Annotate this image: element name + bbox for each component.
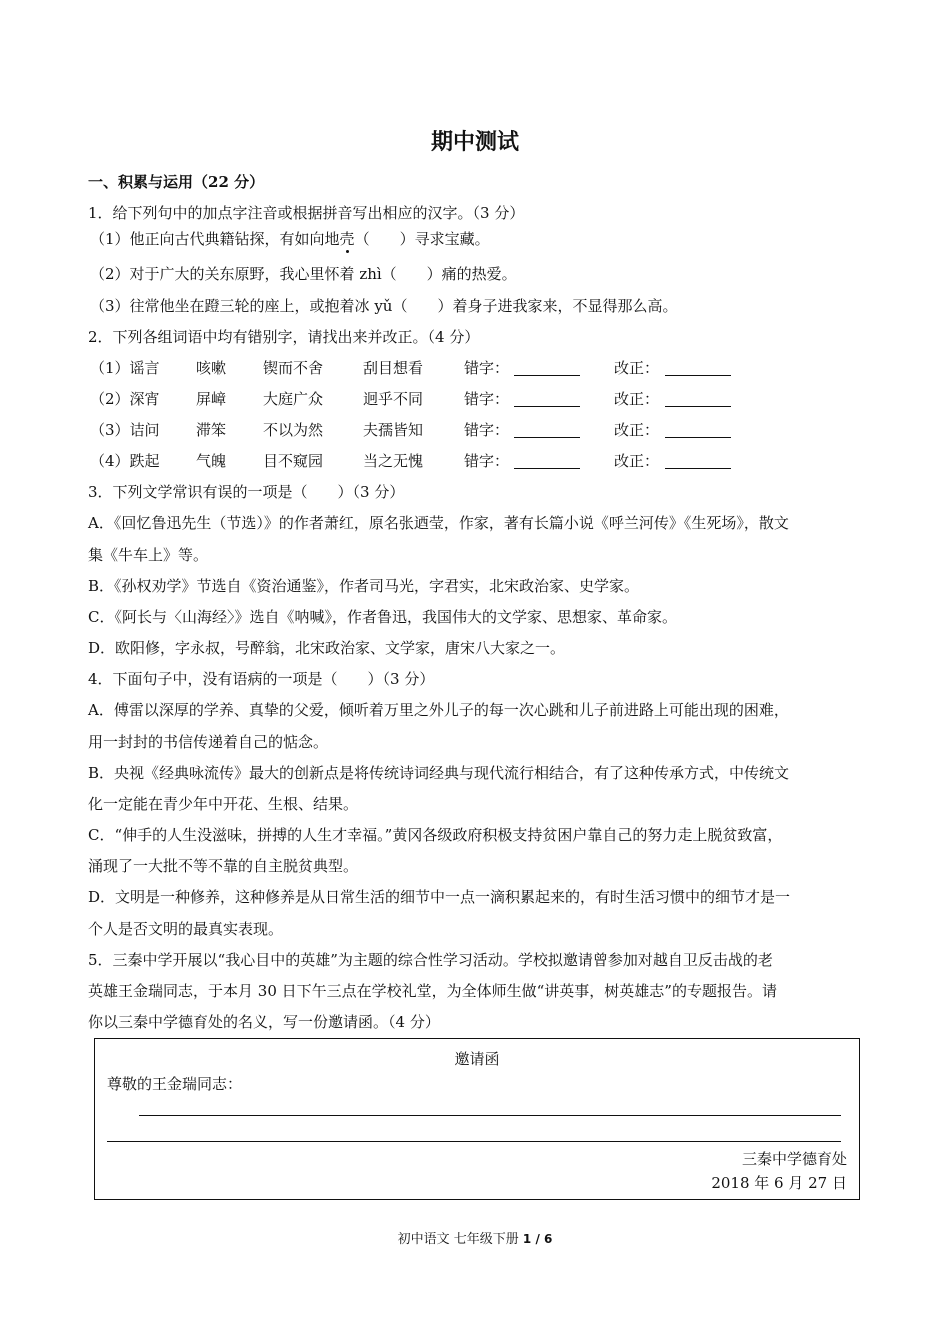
q2-row-4-word-3: 目不窥园: [263, 452, 324, 470]
q2-row-4-fix-blank[interactable]: [665, 468, 731, 469]
invitation-date: 2018 年 6 月 27 日: [711, 1174, 847, 1192]
q4-option-c-line-1: C．“伸手的人生没滋味，拼搏的人生才幸福。”黄冈各级政府积极支持贫困户靠自己的努力走上脱贫致富，: [88, 826, 783, 844]
q1-s1-after: （ ）寻求宝藏。: [354, 230, 490, 248]
q1-sentence-2: （2）对于广大的关东原野，我心里怀着 zhì（ ）痛的热爱。: [90, 265, 517, 283]
q5-stem-line-1: 5．三秦中学开展以“我心目中的英雄”为主题的综合性学习活动。学校拟邀请曾参加对越自卫反击战的老: [88, 951, 773, 969]
q3-option-b: B．《孙权劝学》节选自《资治通鉴》，作者司马光，字君实，北宋政治家、史学家。: [88, 577, 640, 595]
q5-stem-line-3: 你以三秦中学德育处的名义，写一份邀请函。（4 分）: [88, 1013, 440, 1031]
invitation-box: [94, 1038, 860, 1200]
q2-row-2-wrong-label: 错字：: [464, 390, 510, 408]
q2-row-3-wrong-label: 错字：: [464, 421, 510, 439]
q1-sentence-3: （3）往常他坐在蹬三轮的座上，或抱着冰 yǔ（ ）着身子进我家来，不显得那么高。: [90, 297, 678, 315]
q2-row-4-wrong-label: 错字：: [464, 452, 510, 470]
q3-option-a-line-1: A．《回忆鲁迅先生（节选）》的作者萧红，原名张迺莹，作家，著有长篇小说《呼兰河传》《生死场》，散文: [88, 514, 789, 532]
q2-row-1-wrong-blank[interactable]: [514, 375, 580, 376]
page-title: 期中测试: [430, 129, 519, 155]
footer-label: 初中语文 七年级下册: [397, 1232, 519, 1247]
invitation-answer-line-1[interactable]: [139, 1115, 841, 1116]
q3-option-c: C．《阿长与〈山海经〉》选自《呐喊》，作者鲁迅，我国伟大的文学家、思想家、革命家。: [88, 608, 677, 626]
q2-row-3-word-2: 滞笨: [196, 421, 227, 439]
q2-row-1-word-2: 咳嗽: [196, 359, 227, 377]
q2-row-1-word-4: 刮目想看: [363, 359, 424, 377]
q2-row-3-word-4: 夫孺皆知: [363, 421, 424, 439]
q2-row-2-fix-blank[interactable]: [665, 406, 731, 407]
q5-stem-line-2: 英雄王金瑞同志，于本月 30 日下午三点在学校礼堂，为全体师生做“讲英事，树英雄志”的专题报告。请: [88, 982, 777, 1000]
q2-row-2-word-1: （2）深宵: [90, 390, 160, 408]
invitation-title: 邀请函: [454, 1050, 500, 1068]
q2-row-1-wrong-label: 错字：: [464, 359, 510, 377]
q2-row-3-wrong-blank[interactable]: [514, 437, 580, 438]
q3-option-a-line-2: 集《牛车上》等。: [88, 546, 209, 564]
section-heading: 一、积累与运用（22 分）: [88, 173, 265, 191]
q2-row-1-word-3: 锲而不舍: [263, 359, 324, 377]
q2-stem: 2．下列各组词语中均有错别字，请找出来并改正。（4 分）: [88, 328, 480, 346]
page-number: 1 / 6: [522, 1232, 553, 1246]
q4-stem: 4．下面句子中，没有语病的一项是（ ）（3 分）: [88, 670, 435, 688]
page-footer: [0, 1229, 950, 1250]
q4-option-a-line-1: A．傅雷以深厚的学养、真挚的父爱，倾听着万里之外儿子的每一次心跳和儿子前进路上可能出现的困难，: [88, 701, 789, 719]
q4-option-a-line-2: 用一封封的书信传递着自己的惦念。: [88, 733, 329, 751]
q4-option-c-line-2: 涌现了一大批不等不靠的自主脱贫典型。: [88, 857, 359, 875]
q4-option-d-line-2: 个人是否文明的最真实表现。: [88, 920, 284, 938]
q2-row-4-word-2: 气魄: [196, 452, 227, 470]
q2-row-2-word-4: 迥乎不同: [363, 390, 424, 408]
q1-stem: 1．给下列句中的加点字注音或根据拼音写出相应的汉字。（3 分）: [88, 204, 525, 222]
q2-row-1-fix-label: 改正：: [614, 359, 660, 377]
q2-row-2-word-3: 大庭广众: [263, 390, 324, 408]
q2-row-4-fix-label: 改正：: [614, 452, 660, 470]
q4-option-d-line-1: D．文明是一种修养，这种修养是从日常生活的细节中一点一滴积累起来的，有时生活习惯中的细节才是一: [88, 888, 791, 906]
q2-row-3-word-1: （3）诘问: [90, 421, 160, 439]
q2-row-2-word-2: 屏嶂: [196, 390, 227, 408]
q2-row-3-fix-label: 改正：: [614, 421, 660, 439]
invitation-signature: 三秦中学德育处: [741, 1150, 847, 1168]
q2-row-1-fix-blank[interactable]: [665, 375, 731, 376]
q2-row-2-wrong-blank[interactable]: [514, 406, 580, 407]
q3-option-d: D．欧阳修，字永叔，号醉翁，北宋政治家、文学家，唐宋八大家之一。: [88, 639, 566, 657]
q4-option-b-line-2: 化一定能在青少年中开花、生根、结果。: [88, 795, 359, 813]
invitation-answer-line-2[interactable]: [107, 1141, 841, 1142]
q4-option-b-line-1: B．央视《经典咏流传》最大的创新点是将传统诗词经典与现代流行相结合，有了这种传承方式，中传统文: [88, 764, 790, 782]
q1-sentence-1: [90, 229, 490, 249]
q2-row-4-word-4: 当之无愧: [363, 452, 424, 470]
q2-row-3-fix-blank[interactable]: [665, 437, 731, 438]
q1-s1-before: （1）他正向古代典籍钻探，有如向地: [90, 230, 340, 248]
q3-stem: 3．下列文学常识有误的一项是（ ）（3 分）: [88, 483, 405, 501]
invitation-greeting: 尊敬的王金瑞同志：: [107, 1075, 243, 1093]
q2-row-2-fix-label: 改正：: [614, 390, 660, 408]
q2-row-4-word-1: （4）跌起: [90, 452, 160, 470]
q2-row-3-word-3: 不以为然: [263, 421, 324, 439]
q2-row-4-wrong-blank[interactable]: [514, 468, 580, 469]
q2-row-1-word-1: （1）谣言: [90, 359, 160, 377]
q1-dotted-char: 壳: [339, 230, 355, 248]
